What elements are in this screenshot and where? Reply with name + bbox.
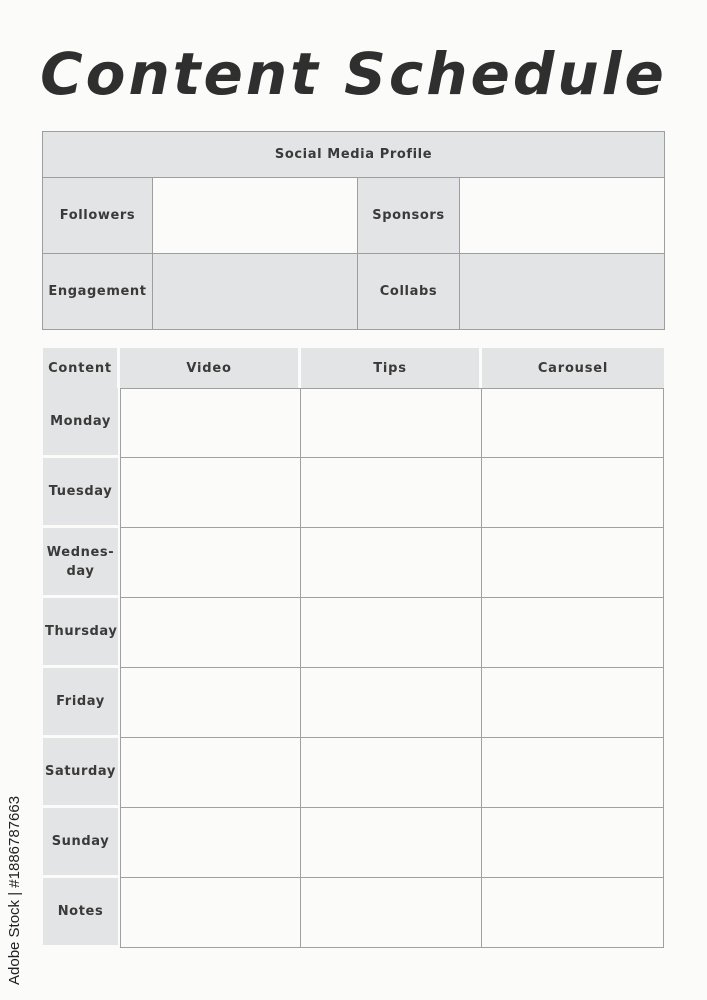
schedule-cell-tips[interactable]: [301, 878, 482, 948]
schedule-row: [43, 458, 664, 528]
row-label: Thursday: [43, 598, 120, 668]
row-label: Sunday: [43, 808, 120, 878]
schedule-row: [43, 668, 664, 738]
schedule-row: [43, 388, 664, 458]
schedule-cell-carousel[interactable]: [482, 668, 664, 738]
schedule-row: [43, 808, 664, 878]
schedule-cell-tips[interactable]: [301, 388, 482, 458]
schedule-cell-carousel[interactable]: [482, 458, 664, 528]
schedule-cell-video[interactable]: [120, 598, 301, 668]
schedule-cell-video[interactable]: [120, 738, 301, 808]
schedule-row: [43, 598, 664, 668]
followers-label: Followers: [43, 178, 153, 254]
row-label: Wednes- day: [43, 528, 120, 598]
schedule-cell-tips[interactable]: [301, 458, 482, 528]
schedule-cell-carousel[interactable]: [482, 738, 664, 808]
engagement-value[interactable]: [153, 254, 358, 330]
schedule-cell-video[interactable]: [120, 878, 301, 948]
engagement-label: Engagement: [43, 254, 153, 330]
schedule-cell-tips[interactable]: [301, 738, 482, 808]
schedule-cell-carousel[interactable]: [482, 388, 664, 458]
schedule-cell-carousel[interactable]: [482, 598, 664, 668]
schedule-cell-carousel[interactable]: [482, 528, 664, 598]
column-header-carousel: Carousel: [482, 348, 664, 388]
schedule-cell-carousel[interactable]: [482, 878, 664, 948]
column-header-video: Video: [120, 348, 301, 388]
page-title: Content Schedule: [40, 40, 667, 108]
content-schedule-table: [43, 348, 664, 948]
schedule-cell-video[interactable]: [120, 668, 301, 738]
schedule-cell-carousel[interactable]: [482, 808, 664, 878]
sponsors-value[interactable]: [460, 178, 665, 254]
schedule-cell-tips[interactable]: [301, 808, 482, 878]
column-header-tips: Tips: [301, 348, 482, 388]
schedule-row: [43, 528, 664, 598]
schedule-row: [43, 738, 664, 808]
schedule-cell-tips[interactable]: [301, 598, 482, 668]
sponsors-label: Sponsors: [358, 178, 460, 254]
row-label: Monday: [43, 388, 120, 458]
schedule-row: [43, 878, 664, 948]
collabs-value[interactable]: [460, 254, 665, 330]
schedule-cell-video[interactable]: [120, 528, 301, 598]
schedule-cell-tips[interactable]: [301, 528, 482, 598]
column-header-content: Content: [43, 348, 120, 388]
schedule-cell-tips[interactable]: [301, 668, 482, 738]
row-label: Friday: [43, 668, 120, 738]
schedule-cell-video[interactable]: [120, 808, 301, 878]
row-label: Saturday: [43, 738, 120, 808]
schedule-cell-video[interactable]: [120, 458, 301, 528]
row-label: Tuesday: [43, 458, 120, 528]
followers-value[interactable]: [153, 178, 358, 254]
profile-header: Social Media Profile: [43, 132, 665, 178]
row-label: Notes: [43, 878, 120, 948]
stock-watermark-id: Adobe Stock | #1886787663: [6, 795, 23, 985]
social-profile-table: [42, 131, 665, 330]
schedule-cell-video[interactable]: [120, 388, 301, 458]
collabs-label: Collabs: [358, 254, 460, 330]
